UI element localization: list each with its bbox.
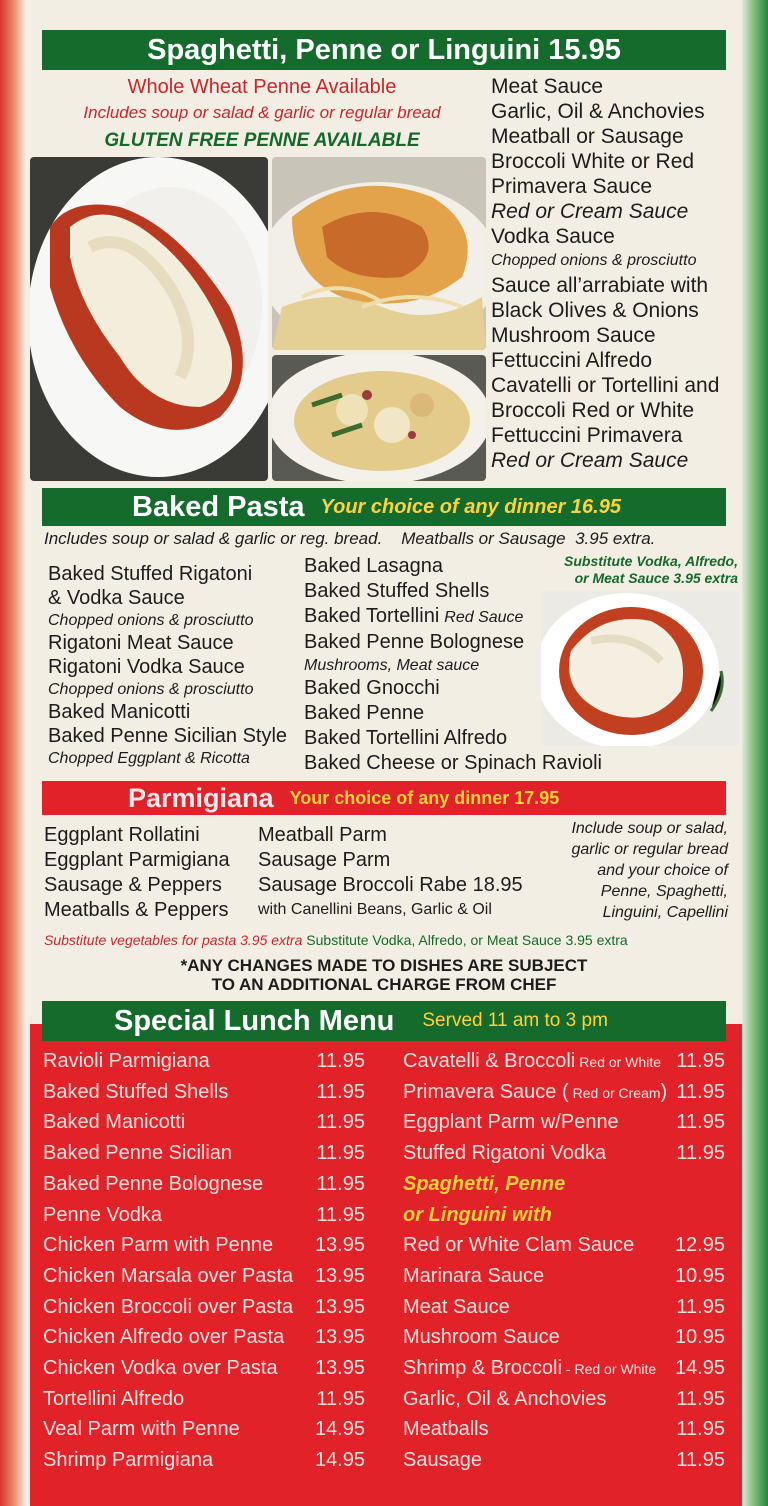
baked-item: Chopped onions & prosciutto [48,612,254,629]
lunch-item [43,1357,365,1380]
lunch-item-label: Chicken Marsala over Pasta [43,1264,294,1287]
lunch-item-label: Mushroom Sauce [403,1326,560,1349]
lunch-item [403,1357,725,1380]
lunch-item-tail: ) [660,1080,668,1103]
lunch-item [43,1081,365,1104]
lunch-item-price: 11.95 [316,1111,365,1134]
lunch-item-label: Eggplant Parm w/Penne [403,1111,619,1134]
sauce-item: Fettuccini Alfredo [491,349,653,372]
sauce-item: Red or Cream Sauce [491,449,689,472]
parmigiana-choice: Your choice of any dinner 17.95 [289,787,560,808]
lunch-served: Served 11 am to 3 pm [422,1010,608,1031]
parm-broccoli-rabe-note: with Canellini Beans, Garlic & Oil [258,901,492,918]
parm-sub-sauce: Substitute Vodka, Alfredo, or Meat Sauce 3.95 extra [306,932,628,948]
whole-wheat-note: Whole Wheat Penne Available [127,76,397,98]
lunch-item [403,1050,725,1073]
parm-col-1 [44,823,230,923]
changes-warning-1: *ANY CHANGES MADE TO DISHES ARE SUBJECT [180,956,588,975]
lunch-item-name [43,1142,232,1165]
lunch-item-name [43,1081,228,1104]
lunch-item-name [43,1173,263,1196]
baked-item: Chopped onions & prosciutto [48,681,254,698]
lunch-item [403,1142,725,1165]
lunch-item [43,1265,365,1288]
sauce-item: Fettuccini Primavera [491,424,683,447]
lunch-item-label: Chicken Vodka over Pasta [43,1357,278,1379]
lunch-item [43,1111,365,1134]
baked-item: Baked Manicotti [48,701,191,723]
lunch-item-price: 11.95 [316,1080,365,1103]
lunch-item-label: Penne Vodka [43,1203,162,1226]
lunch-item-price: 10.95 [674,1326,725,1349]
section-baked-header [42,488,726,526]
sauce-item: Broccoli White or Red [491,150,695,173]
lunch-item-price: 11.95 [676,1111,725,1134]
lunch-item-price: 11.95 [676,1050,725,1072]
lunch-item-name [403,1326,560,1349]
parm-item: Meatball Parm [258,824,387,846]
lunch-item-price: 11.95 [676,1387,725,1410]
lunch-item [403,1265,725,1288]
lunch-item-label: Veal Parm with Penne [43,1418,240,1441]
lunch-item [403,1234,725,1257]
lunch-item [43,1388,365,1411]
lunch-item-label: Meat Sauce [403,1295,510,1318]
lunch-item-price: 11.95 [316,1387,365,1410]
lunch-item-price: 11.95 [676,1080,725,1103]
lunch-item-label: Baked Penne Sicilian [43,1142,233,1165]
lunch-item-label: Primavera Sauce ( [403,1080,569,1103]
sauce-item: Meat Sauce [491,75,604,98]
lunch-item-price: 12.95 [674,1234,725,1257]
section-spaghetti-header [42,30,726,70]
lunch-header [42,1001,726,1041]
sauce-list [491,74,741,473]
lunch-item-name [403,1234,634,1257]
lunch-item-label: Baked Penne Bolognese [43,1172,264,1195]
baked-item: & Vodka Sauce [48,587,185,609]
lunch-item [43,1204,365,1227]
lunch-item-price: 11.95 [316,1203,365,1226]
lunch-item [403,1449,725,1472]
lunch-item-option: Red or White [579,1054,661,1070]
sauce-item: Garlic, Oil & Anchovies [491,100,705,123]
lunch-item-label: Stuffed Rigatoni Vodka [403,1142,607,1165]
lunch-item-name [43,1326,284,1349]
gluten-free-note: GLUTEN FREE PENNE AVAILABLE [104,130,420,151]
lunch-item-name [43,1265,293,1288]
parm-item: Eggplant Rollatini [44,824,200,846]
sauce-item: Red or Cream Sauce [491,200,689,223]
section-parmigiana-header [42,781,726,815]
lunch-item-price: 13.95 [314,1295,365,1318]
lunch-item-price: 13.95 [314,1234,365,1257]
chicken-parm-photo [30,157,268,481]
baked-item: Chopped Eggplant & Ricotta [48,750,250,767]
parm-side-note [540,818,728,923]
lunch-item-label: Meatballs [403,1418,489,1441]
lunch-item-option: - Red or White [565,1361,657,1377]
lunch-item [403,1111,725,1134]
lunch-item-label: Baked Stuffed Shells [43,1080,229,1103]
lunch-item-option: Red or Cream [572,1084,661,1101]
lunch-item-label: Baked Manicotti [43,1111,186,1134]
baked-item [304,751,602,776]
tortellini-alfredo-photo [272,355,486,481]
lunch-item-name [403,1142,606,1165]
lunch-item [403,1081,725,1104]
lunch-item-name [403,1388,606,1411]
lunch-item-label: Shrimp Parmigiana [43,1449,214,1472]
lunch-title: Special Lunch Menu [114,1004,395,1037]
baked-item-name: Baked Stuffed Shells [304,580,490,602]
lunch-item [43,1296,365,1319]
lunch-item-label: Red or White Clam Sauce [403,1234,635,1257]
lunch-item [43,1173,365,1196]
lunch-item-label: Shrimp & Broccoli [403,1357,562,1379]
lunch-item-name [403,1418,489,1441]
lunch-item-price: 13.95 [314,1357,365,1379]
baked-item-name: Mushrooms, Meat sauce [304,657,480,674]
lunch-item-label: Ravioli Parmigiana [43,1050,210,1072]
lunch-item-price: 11.95 [676,1295,725,1318]
lunch-item-price: 10.95 [674,1264,725,1287]
lunch-item-price: 13.95 [314,1326,365,1349]
lunch-item [403,1388,725,1411]
lunch-item [43,1418,365,1441]
baked-item-extra: Red Sauce [444,609,524,626]
sauce-item: Black Olives & Onions [491,299,699,322]
baked-item-name: Baked Tortellini Alfredo [304,727,508,749]
parm-side-line: Penne, Spaghetti, [600,883,728,900]
baked-item: Baked Stuffed Rigatoni [48,563,253,585]
parm-item: Meatballs & Peppers [44,899,229,921]
parm-item: Eggplant Parmigiana [44,849,230,871]
sauce-item: Vodka Sauce [491,225,615,248]
lunch-item-price: 11.95 [676,1418,725,1441]
baked-item-name: Baked Tortellini [304,605,440,627]
sauce-item: Broccoli Red or White [491,399,695,422]
baked-choice: Your choice of any dinner 16.95 [320,495,621,518]
sauce-item: Mushroom Sauce [491,324,656,347]
lunch-item-name [43,1296,293,1319]
lunch-item [43,1050,365,1073]
lunch-item-name [43,1111,185,1134]
baked-item: Rigatoni Meat Sauce [48,632,234,654]
lunch-item-label: Chicken Broccoli over Pasta [43,1295,294,1318]
lunch-item [43,1449,365,1472]
lunch-item-price: 11.95 [316,1172,365,1195]
baked-item [304,554,602,579]
lunch-item [403,1418,725,1441]
sauce-item: Chopped onions & prosciutto [491,252,697,269]
lunch-item-label: Marinara Sauce [403,1264,545,1287]
baked-ravioli-photo [541,591,739,746]
baked-item-name: Baked Penne Bolognese [304,631,525,653]
lunch-subheading-2: or Linguini with [403,1203,552,1226]
lunch-item-name [43,1388,184,1411]
lunch-item-price: 14.95 [674,1357,725,1379]
section-baked-title: Baked Pasta [132,490,305,523]
lunch-item-label: Chicken Parm with Penne [43,1234,274,1257]
baked-item-name: Baked Lasagna [304,555,444,577]
baked-includes-note: Includes soup or salad & garlic or reg. bread. Meatballs or Sausage 3.95 extra. [44,529,656,548]
baked-item: Rigatoni Vodka Sauce [48,656,245,678]
baked-col-1 [48,562,287,769]
lunch-item [43,1142,365,1165]
parm-side-line: garlic or regular bread [571,841,728,858]
baked-item-name: Baked Gnocchi [304,677,440,699]
lunch-item-name [403,1296,510,1319]
lunch-item-name [403,1449,482,1472]
changes-warning-2: TO AN ADDITIONAL CHARGE FROM CHEF [211,975,557,994]
lunch-item-name [43,1234,273,1257]
lunch-subheading-1: Spaghetti, Penne [403,1172,566,1195]
lunch-item-name [43,1204,162,1227]
lunch-item-price: 11.95 [676,1449,725,1472]
lunch-item-price: 11.95 [316,1142,365,1165]
lunch-item [403,1296,725,1319]
baked-item: Baked Penne Sicilian Style [48,725,288,747]
lunch-item [43,1234,365,1257]
lunch-item-name [403,1357,656,1380]
section-parmigiana-title: Parmigiana [128,782,274,813]
sauce-item: Sauce all’arrabiate with [491,274,709,297]
baked-item-name: Baked Penne [304,702,425,724]
parm-item: Sausage & Peppers [44,874,222,896]
lunch-item-price: 13.95 [314,1264,365,1287]
sauce-item: Meatball or Sausage [491,125,684,148]
lunch-item-price: 14.95 [314,1418,365,1441]
lunch-item-name [43,1449,213,1472]
lunch-item-label: Tortellini Alfredo [43,1387,185,1410]
parm-sub-veg: Substitute vegetables for pasta 3.95 extra [44,932,303,948]
lunch-item-name [403,1111,619,1134]
lunch-item-label: Garlic, Oil & Anchovies [403,1387,607,1410]
lunch-item-name [43,1050,210,1073]
lunch-item-name [43,1418,240,1441]
lunch-item [43,1326,365,1349]
section-spaghetti-title: Spaghetti, Penne or Linguini 15.95 [147,33,621,66]
baked-substitute-1: Substitute Vodka, Alfredo, [564,553,738,569]
sauce-item: Primavera Sauce [491,175,653,198]
parm-side-line: and your choice of [597,862,728,879]
lunch-item-price: 11.95 [676,1142,725,1165]
lunch-item-price: 11.95 [316,1050,365,1072]
parm-item: Sausage Parm [258,849,391,871]
linguini-parm-photo [272,157,486,350]
lunch-item-name [43,1357,278,1380]
parm-side-line: Linguini, Capellini [602,904,728,921]
baked-substitute-2: or Meat Sauce 3.95 extra [574,570,738,586]
lunch-item-name [403,1265,544,1288]
lunch-item-name [403,1050,661,1073]
sauce-item: Cavatelli or Tortellini and [491,374,720,397]
lunch-item-label: Cavatelli & Broccoli [403,1050,576,1072]
parm-col-2 [258,823,523,922]
parm-item: Sausage Broccoli Rabe 18.95 [258,874,523,896]
parm-substitute-row [44,932,628,948]
lunch-item [403,1326,725,1349]
parm-side-line: Include soup or salad, [571,820,728,837]
baked-item-name: Baked Cheese or Spinach Ravioli [304,752,602,774]
lunch-item-label: Chicken Alfredo over Pasta [43,1326,285,1349]
includes-note: Includes soup or salad & garlic or regular bread [83,103,441,122]
lunch-item-price: 14.95 [314,1449,365,1472]
lunch-item-label: Sausage [403,1449,482,1472]
lunch-item-name [403,1081,667,1104]
